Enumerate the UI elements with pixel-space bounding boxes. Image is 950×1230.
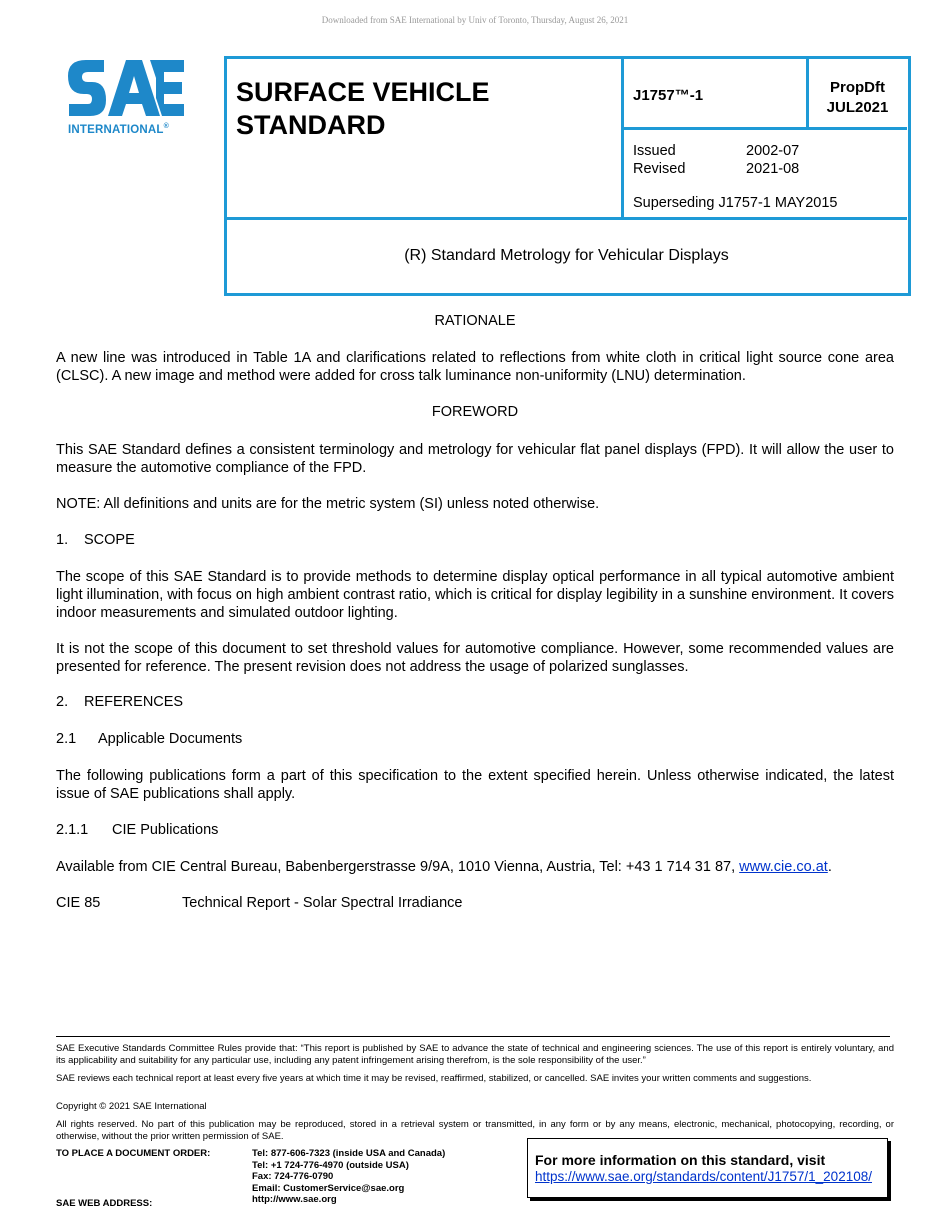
sae-logo-mark xyxy=(68,60,184,116)
web-address[interactable]: http://www.sae.org xyxy=(252,1194,337,1205)
issued-value: 2002-07 xyxy=(746,143,800,159)
footer-rules-text: SAE Executive Standards Committee Rules provide that: “This report is published by SAE to advance the state of technical and engineering sciences. The use of this report is entirely voluntary, and its applicability and suitability for any particular use, including any patent infringement arising therefrom, is the sole responsibility of the user.” xyxy=(56,1043,894,1066)
header-divider-vertical xyxy=(621,56,624,219)
section-1-heading: 1. SCOPE xyxy=(56,532,135,548)
document-subject: (R) Standard Metrology for Vehicular Displays xyxy=(404,247,729,264)
title-line-1: SURFACE VEHICLE xyxy=(236,77,490,107)
section-2-1-heading: 2.1 Applicable Documents xyxy=(56,731,243,747)
logo-international: INTERNATIONAL® xyxy=(68,123,170,136)
footer-review-text: SAE reviews each technical report at least every five years at which time it may be revised, reaffirmed, stabilized, or cancelled. SAE invites your written comments and suggestions. xyxy=(56,1073,812,1084)
footer-rights-text: All rights reserved. No part of this publication may be reproduced, stored in a retrieval system or transmitted, in any form or by any means, electronic, mechanical, photocopying, recording, or otherwise, without the prior written permission of SAE. xyxy=(56,1119,894,1142)
order-tel-2: Tel: +1 724-776-4970 (outside USA) xyxy=(252,1159,409,1171)
cie-link[interactable]: www.cie.co.at xyxy=(739,859,828,875)
order-label: TO PLACE A DOCUMENT ORDER: xyxy=(56,1148,211,1159)
section-2-1-text: The following publications form a part of this specification to the extent specified herein. Unless otherwise indicated, the latest issue of SAE publications shall apply. xyxy=(56,768,894,802)
scope-paragraph-2: It is not the scope of this document to set threshold values for automotive compliance. However, some recommended values are presented for reference. The present revision does not address the usage of polarized sunglasses. xyxy=(56,641,894,675)
issue-dates xyxy=(633,142,799,178)
foreword-heading: FOREWORD xyxy=(431,404,519,420)
order-tel-1: Tel: 877-606-7323 (inside USA and Canada) xyxy=(252,1148,446,1159)
superseding-note: Superseding J1757-1 MAY2015 xyxy=(633,195,838,211)
note-text: NOTE: All definitions and units are for the metric system (SI) unless noted otherwise. xyxy=(56,496,600,512)
download-note: Downloaded from SAE International by Univ of Toronto, Thursday, August 26, 2021 xyxy=(321,15,629,25)
order-fax: Fax: 724-776-0790 xyxy=(252,1171,334,1182)
scope-paragraph-1: The scope of this SAE Standard is to provide methods to determine display optical performance in all typical automotive ambient light illumination, with focus on high ambient contrast ratio, which is critical for display legibility in a sunshine environment. It covers indoor measurements and simulated outdoor lighting. xyxy=(56,569,894,621)
reference-cie-85 xyxy=(56,895,462,911)
revised-value: 2021-08 xyxy=(746,161,800,177)
header-divider-subject xyxy=(224,217,907,220)
document-number: J1757™-1 xyxy=(633,87,704,104)
footer-rule xyxy=(56,1036,890,1037)
rationale-heading: RATIONALE xyxy=(434,313,516,329)
order-contacts xyxy=(252,1148,445,1206)
header-divider-horizontal xyxy=(621,127,907,130)
foreword-text: This SAE Standard defines a consistent terminology and metrology for vehicular flat panel displays (FPD). It will allow the user to measure the automotive compliance of the FPD. xyxy=(56,442,894,476)
footer-copyright: Copyright © 2021 SAE International xyxy=(56,1101,207,1112)
revised-label: Revised xyxy=(633,161,686,177)
more-info-box xyxy=(527,1138,888,1198)
issued-label: Issued xyxy=(633,143,676,159)
section-2-heading: 2. REFERENCES xyxy=(56,694,184,710)
more-info-link[interactable]: https://www.sae.org/standards/content/J1757/1_202108/ xyxy=(535,1169,872,1184)
reference-id: CIE 85 xyxy=(56,895,101,911)
document-type-title xyxy=(236,76,490,142)
web-address-label: SAE WEB ADDRESS: xyxy=(56,1198,153,1209)
reference-title: Technical Report - Solar Spectral Irradiance xyxy=(182,895,463,911)
header-divider-vertical-2 xyxy=(806,56,809,129)
more-info-title: For more information on this standard, visit xyxy=(535,1152,826,1168)
title-line-2: STANDARD xyxy=(236,110,386,140)
cie-availability: Available from CIE Central Bureau, Babenbergerstrasse 9/9A, 1010 Vienna, Austria, Tel: +43 1 714 31 87, www.cie.co.at. xyxy=(56,859,832,875)
order-email: Email: CustomerService@sae.org xyxy=(252,1182,405,1194)
rationale-text: A new line was introduced in Table 1A and clarifications related to reflections from white cloth in critical light source cone area (CLSC). A new image and method were added for cross talk luminance non-uniformity (LNU) determination. xyxy=(56,350,894,384)
document-status: PropDft JUL2021 xyxy=(826,79,889,116)
section-2-1-1-heading: 2.1.1 CIE Publications xyxy=(56,822,219,838)
